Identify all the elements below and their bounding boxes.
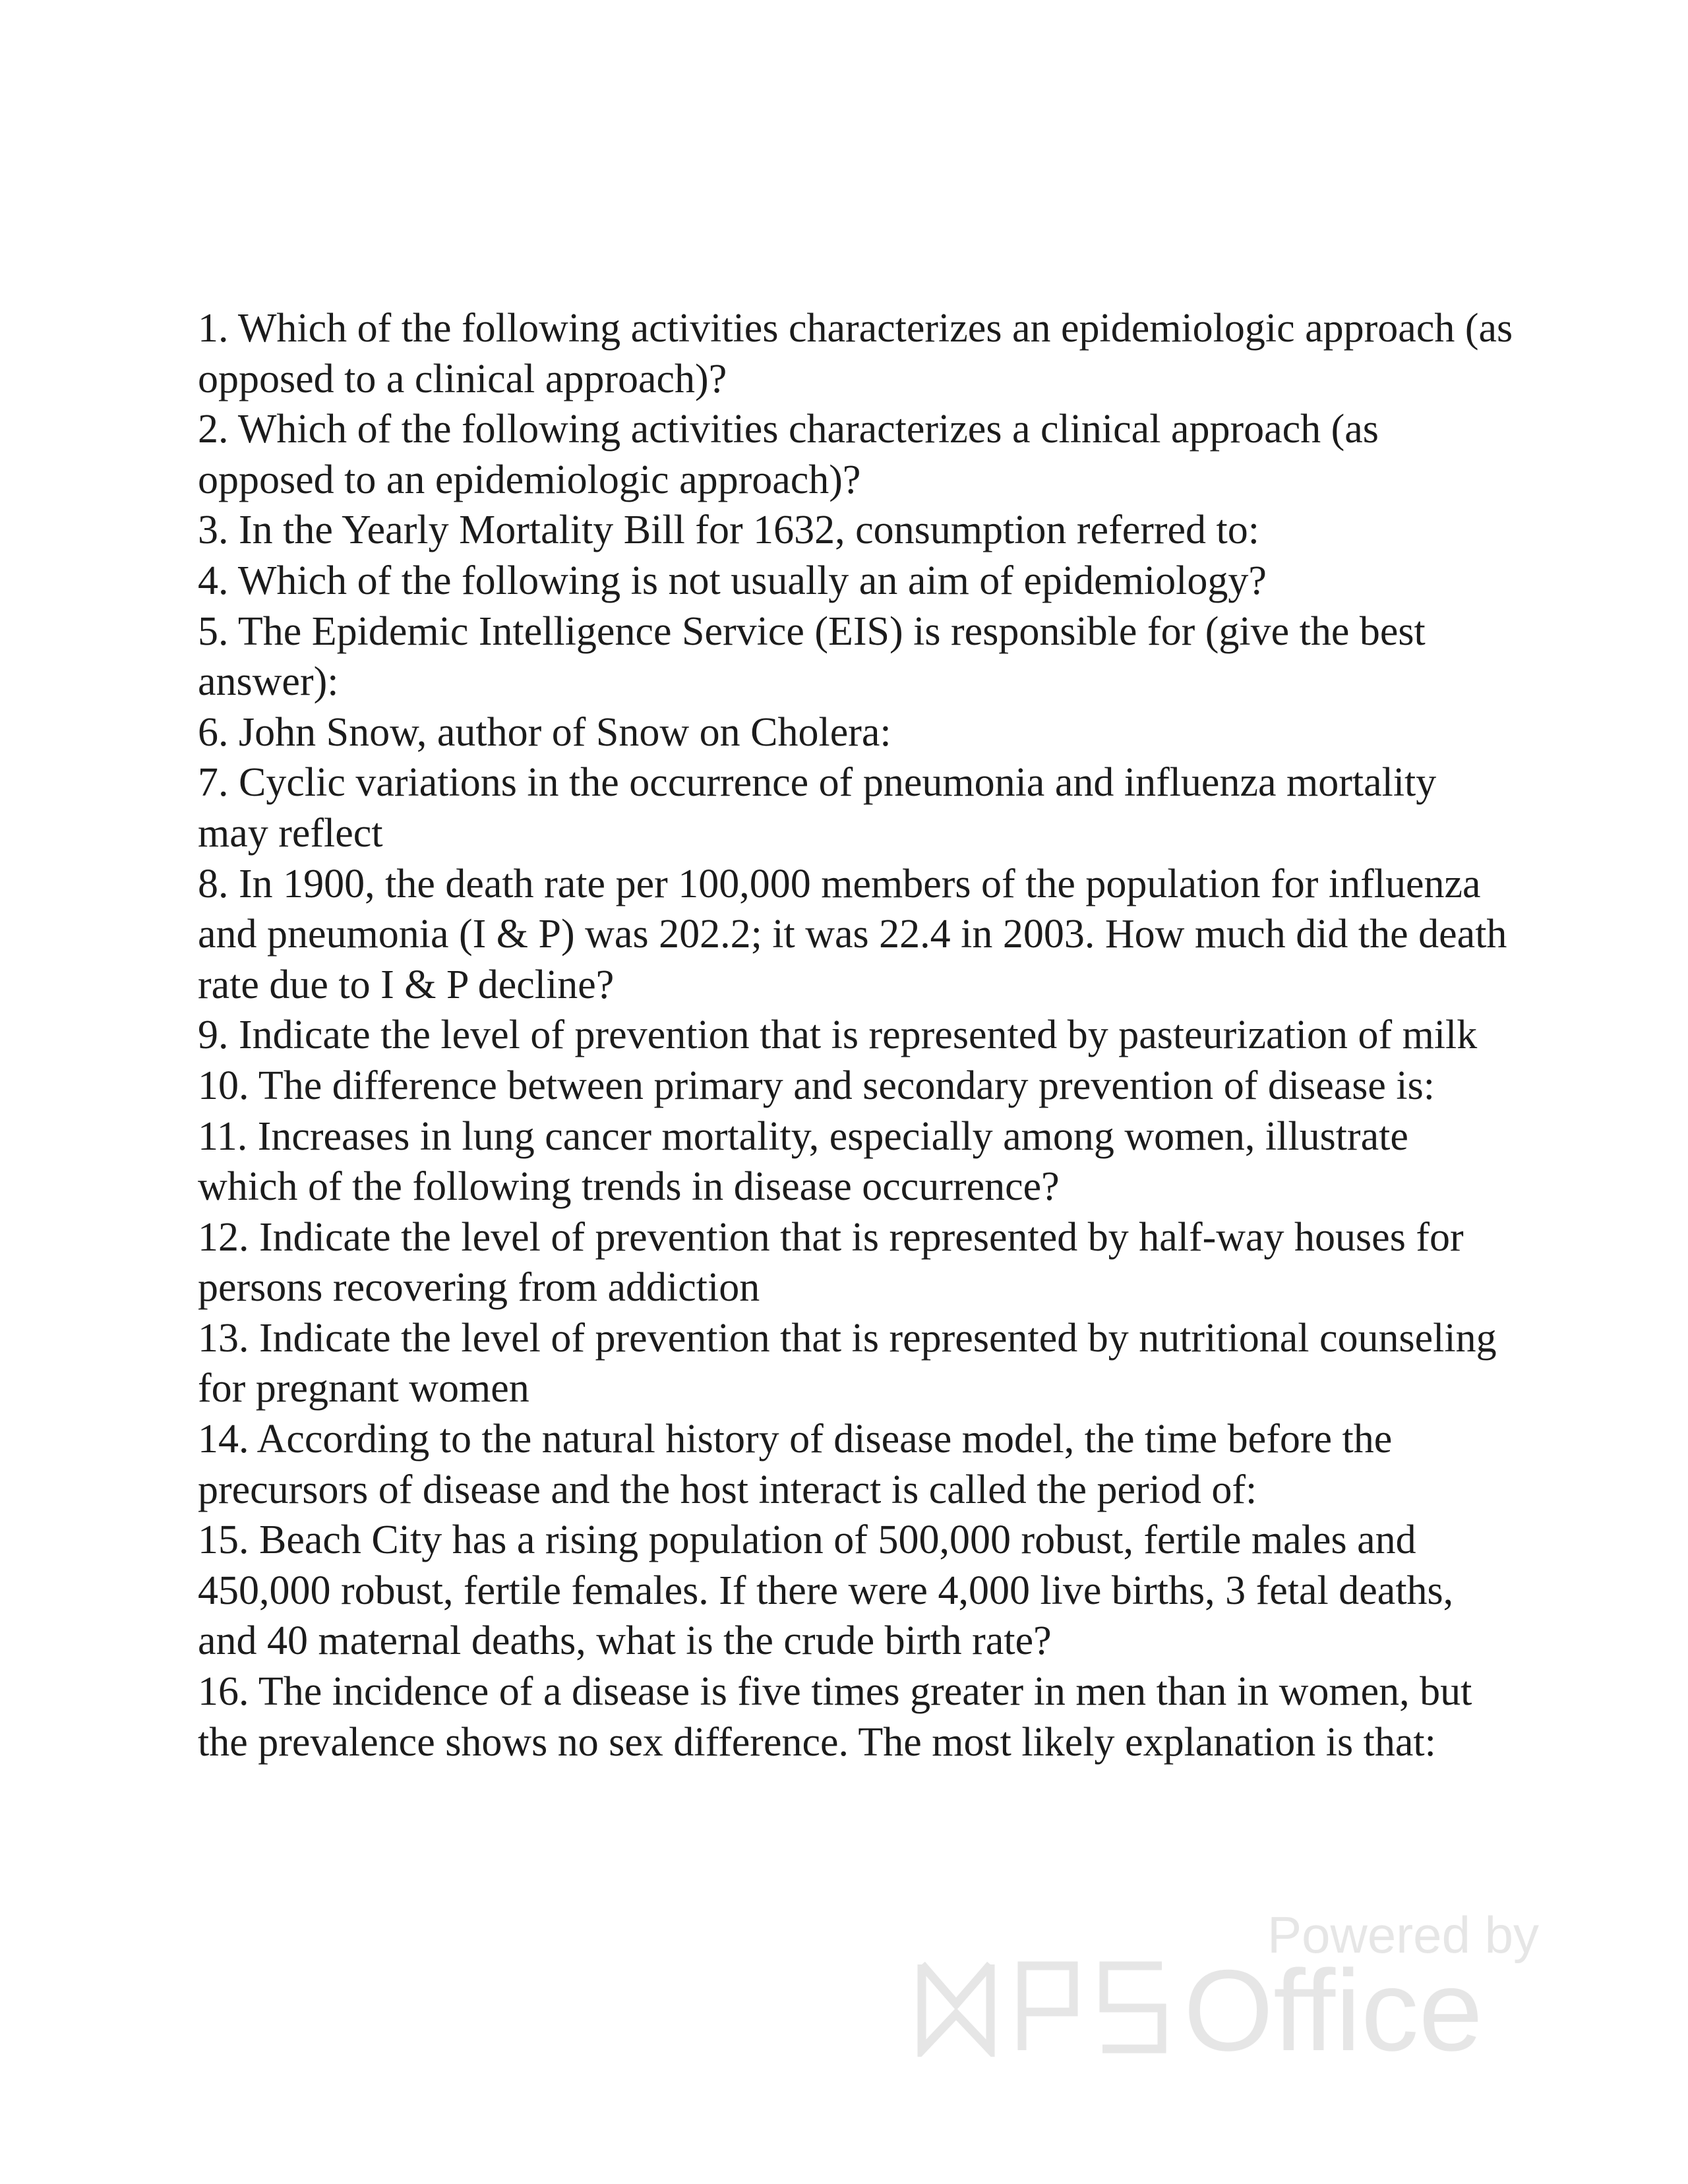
wps-office-watermark [917, 1905, 1550, 2057]
question-11: 11. Increases in lung cancer mortality, especially among women, illustrate which of the following trends in disease occurrence? [198, 1113, 1408, 1210]
question-4: 4. Which of the following is not usually an aim of epidemiology? [198, 558, 1267, 603]
question-3: 3. In the Yearly Mortality Bill for 1632, consumption referred to: [198, 508, 1260, 553]
question-2: 2. Which of the following activities characterizes a clinical approach (as opposed to an epidemiologic approach)? [198, 407, 1379, 502]
question-8: 8. In 1900, the death rate per 100,000 members of the population for influenza and pneumonia (I & P) was 202.2; it was 22.4 in 2003. How much did the death rate due to I & P decline? [198, 861, 1507, 1007]
question-5: 5. The Epidemic Intelligence Service (EIS) is responsible for (give the best answer): [198, 608, 1426, 705]
question-1: 1. Which of the following activities characterizes an epidemiologic approach (as opposed to a clinical approach)? [198, 306, 1513, 401]
question-12: 12. Indicate the level of prevention that is represented by half-way houses for persons recovering from addiction [198, 1214, 1464, 1311]
question-15: 15. Beach City has a rising population of 500,000 robust, fertile males and 450,000 robust, fertile females. If there were 4,000 live births, 3 fetal deaths, and 40 maternal deaths, what is the crude birth rate? [198, 1518, 1454, 1664]
question-6: 6. John Snow, author of Snow on Cholera: [198, 709, 891, 755]
question-7: 7. Cyclic variations in the occurrence of pneumonia and influenza mortality may reflect [198, 760, 1437, 856]
question-16: 16. The incidence of a disease is five times greater in men than in women, but the prevalence shows no sex difference. The most likely explanation is that: [198, 1669, 1472, 1765]
question-list [198, 303, 1517, 1767]
question-13: 13. Indicate the level of prevention that is represented by nutritional counseling for pregnant women [198, 1315, 1497, 1411]
question-10: 10. The difference between primary and secondary prevention of disease is: [198, 1063, 1435, 1108]
watermark-powered-by: Powered by [1267, 1906, 1539, 1964]
svg-text:Office: Office [1184, 1958, 1483, 2057]
question-14: 14. According to the natural history of disease model, the time before the precursors of disease and the host interact is called the period of: [198, 1417, 1393, 1512]
question-9: 9. Indicate the level of prevention that is represented by pasteurization of milk [198, 1013, 1478, 1058]
wps-office-logo-icon [917, 1958, 1550, 2057]
